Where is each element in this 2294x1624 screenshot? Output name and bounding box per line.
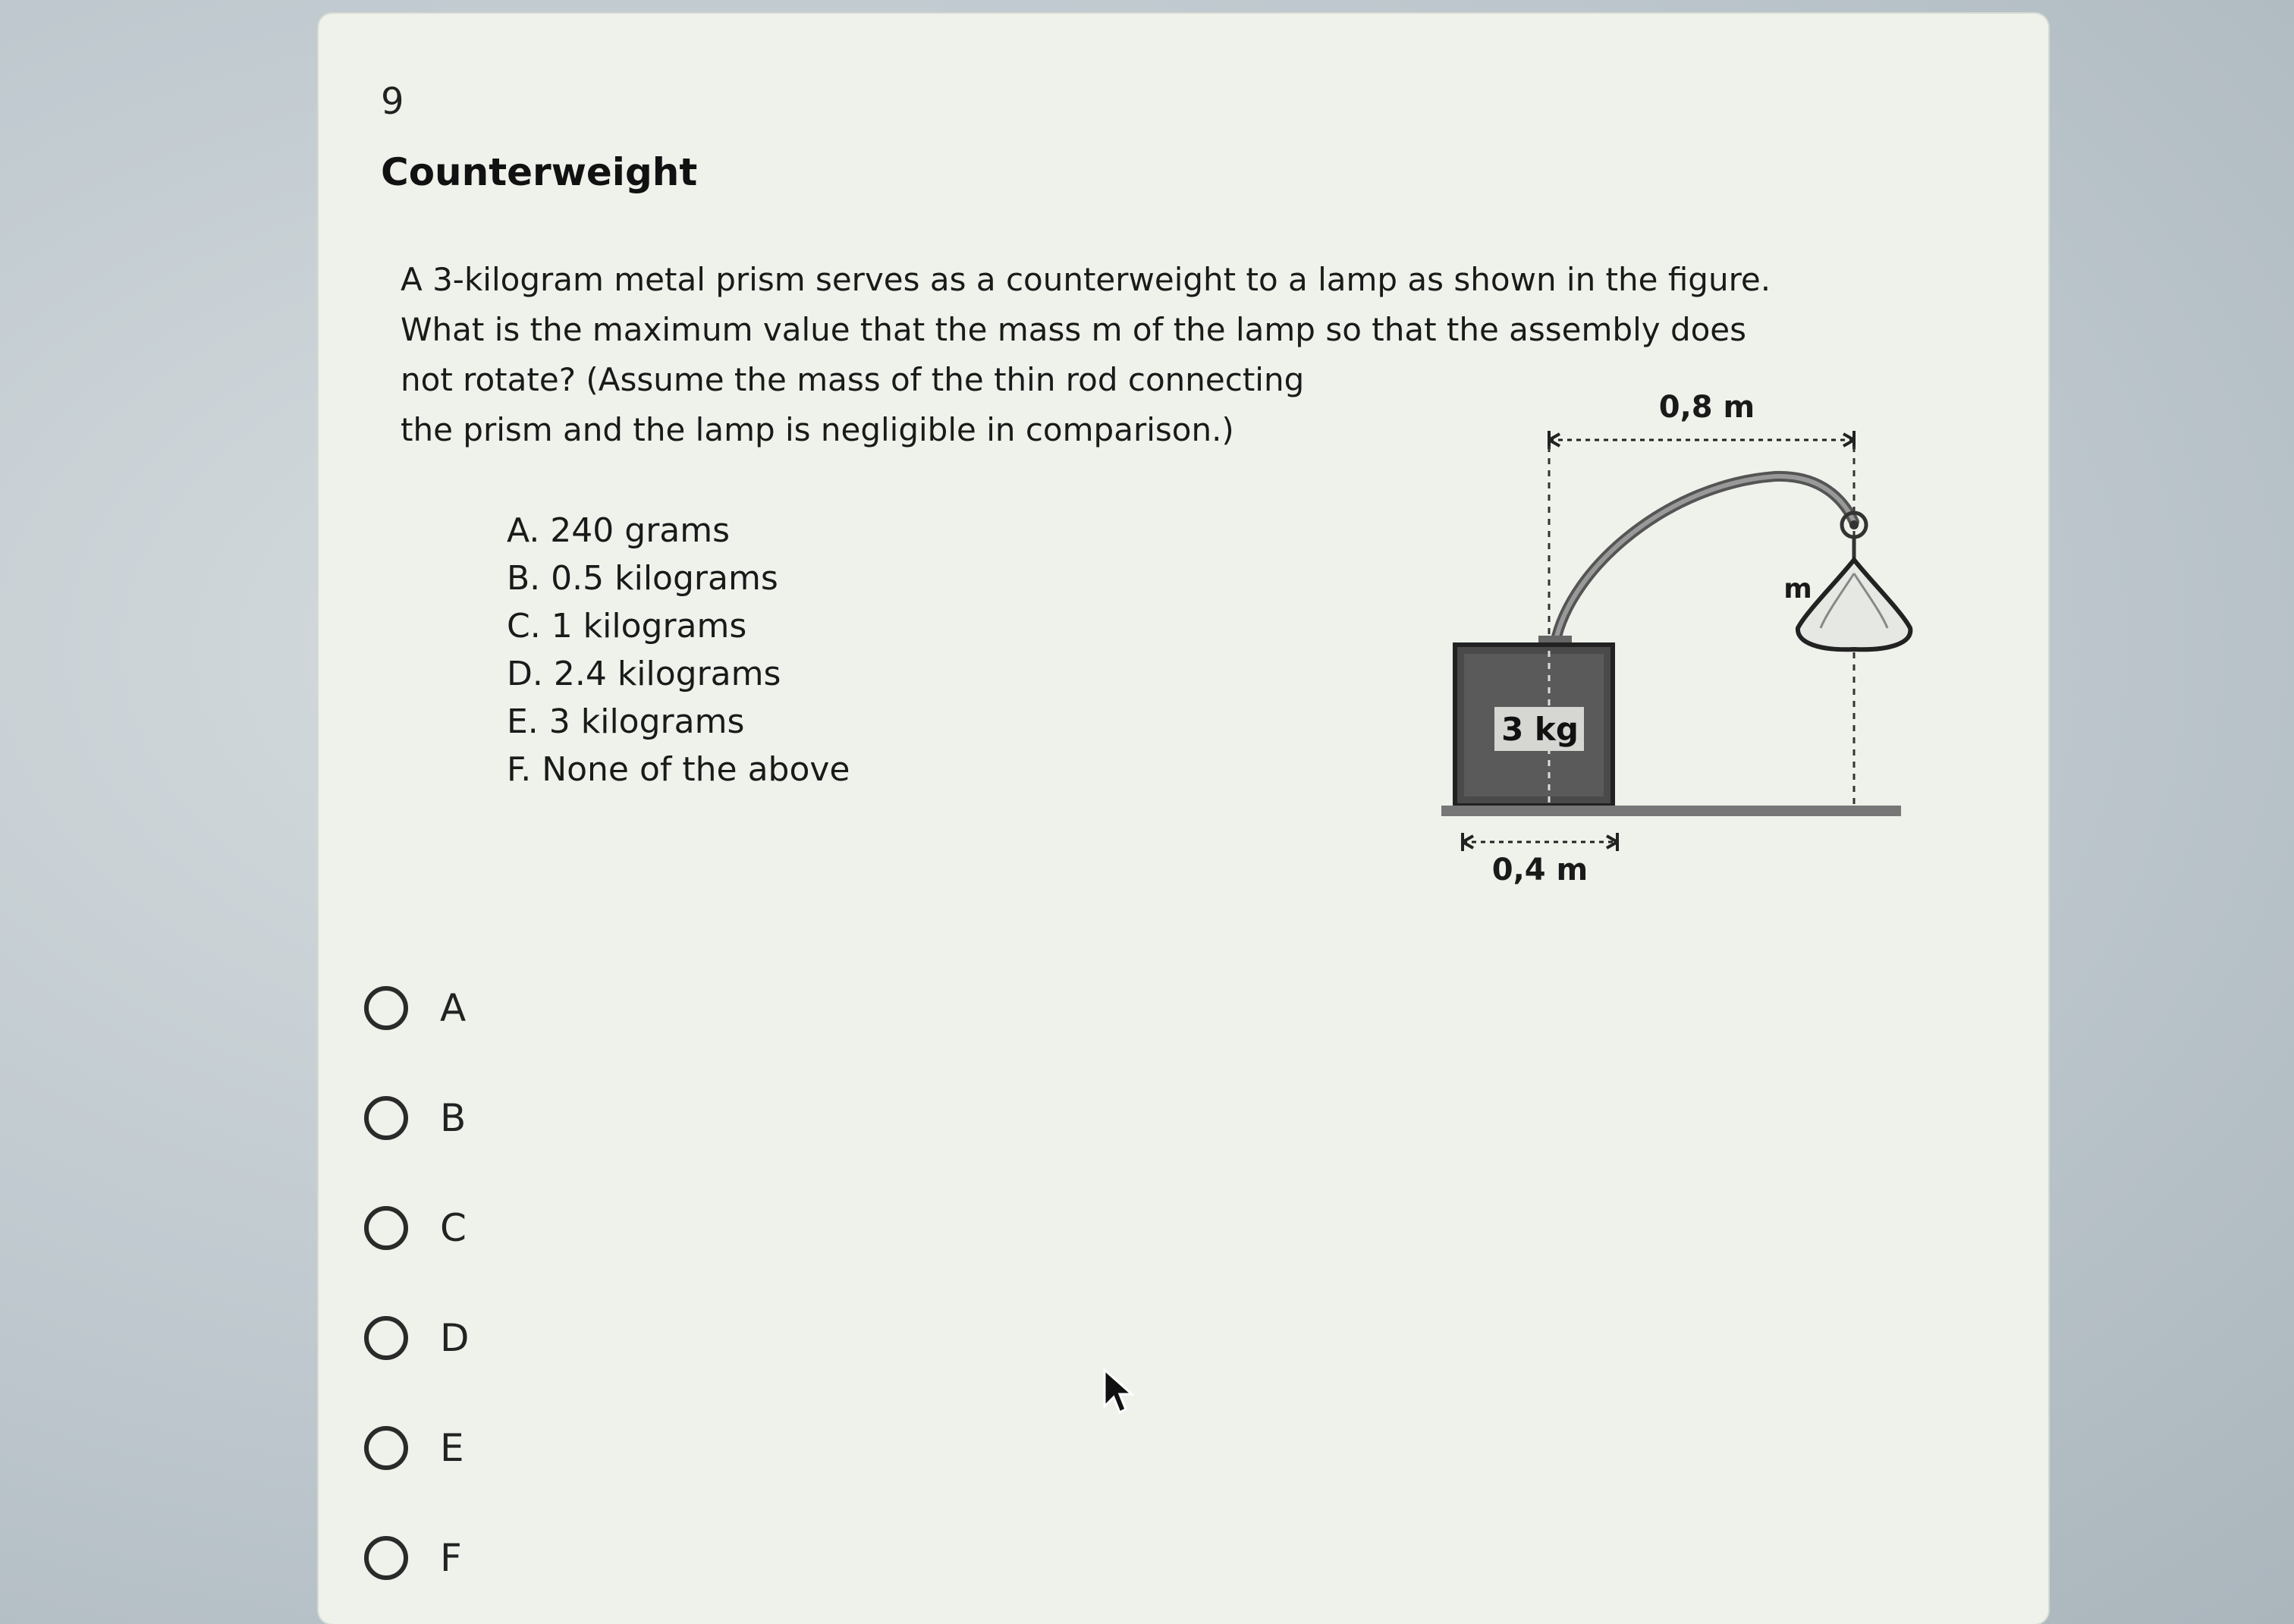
floor [1441,806,1901,816]
option-d[interactable] [364,1283,470,1393]
option-f[interactable] [364,1503,470,1613]
top-dimension-line [1549,431,1854,449]
question-text-line: not rotate? (Assume the mass of the thin rod connecting [401,361,1305,398]
top-dimension-label: 0,8 m [1658,390,1755,425]
choice-e-text: E. 3 kilograms [507,702,745,741]
option-f-label: F [440,1535,462,1580]
option-e[interactable] [364,1393,470,1503]
choice-c-text: C. 1 kilograms [507,607,747,646]
prism-mass-label: 3 kg [1501,711,1579,748]
choice-f-text: F. None of the above [507,750,850,789]
question-card [319,14,2048,1624]
option-e-label: E [440,1425,464,1470]
answer-options [364,953,470,1613]
radio-a[interactable] [364,986,408,1030]
radio-e[interactable] [364,1426,408,1470]
radio-c[interactable] [364,1206,408,1250]
bottom-dimension-line [1463,833,1617,851]
choice-list [507,507,850,793]
question-text-line: the prism and the lamp is negligible in comparison.) [401,411,1234,448]
question-number: 9 [381,80,404,123]
mouse-cursor-icon [1103,1368,1135,1417]
counterweight-figure [1441,370,1957,901]
lamp-mass-label: m [1783,573,1812,605]
option-b[interactable] [364,1063,470,1173]
option-a[interactable] [364,953,470,1063]
option-d-label: D [440,1315,470,1360]
option-b-label: B [440,1095,467,1140]
question-text-line: A 3-kilogram metal prism serves as a counterweight to a lamp as shown in the figure. [401,261,1771,298]
option-a-label: A [440,985,467,1030]
choice-a-text: A. 240 grams [507,511,731,550]
option-c[interactable] [364,1173,470,1283]
question-title: Counterweight [381,150,698,194]
choice-b-text: B. 0.5 kilograms [507,559,778,598]
bottom-dimension-label: 0,4 m [1491,853,1589,887]
option-c-label: C [440,1205,467,1250]
radio-f[interactable] [364,1536,408,1580]
lamp [1798,537,1910,649]
question-text-line: What is the maximum value that the mass m of the lamp so that the assembly does [401,311,1747,348]
radio-d[interactable] [364,1316,408,1360]
choice-d-text: D. 2.4 kilograms [507,655,781,693]
radio-b[interactable] [364,1096,408,1140]
hook-pin [1849,520,1859,529]
